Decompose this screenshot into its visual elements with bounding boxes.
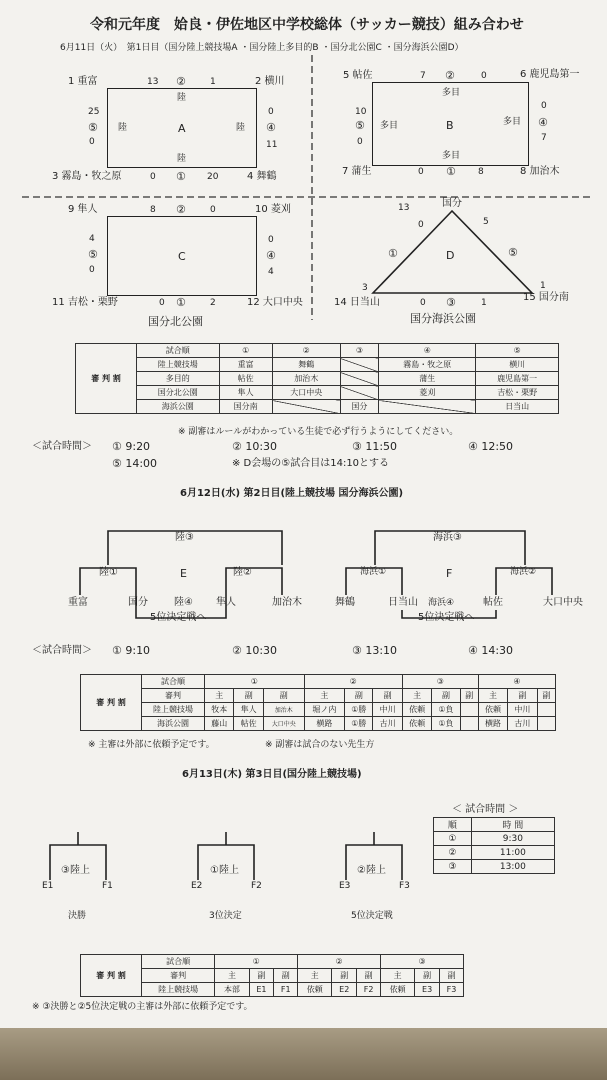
table-cell: 日当山 bbox=[476, 400, 559, 414]
match-number: ② bbox=[176, 203, 186, 216]
day1-note: ※ 副審はルールがわかっている生徒で必ず行うようにしてください。 bbox=[178, 427, 459, 437]
venue-label: 多目 bbox=[503, 117, 522, 127]
fifth-place-caption: 5位決定戦 bbox=[351, 911, 393, 921]
day2-referee-table bbox=[80, 674, 556, 731]
table-cell: ② bbox=[434, 846, 472, 860]
table-cell: 副 bbox=[373, 689, 402, 703]
day2-time-1: ① 9:10 bbox=[112, 644, 151, 657]
table-cell: 主 bbox=[402, 689, 431, 703]
score: 0 bbox=[89, 265, 95, 275]
table-cell: 蒲生 bbox=[379, 372, 476, 386]
match-number: ④ bbox=[266, 121, 276, 134]
table-cell: 中川 bbox=[373, 703, 402, 717]
fifth-place-bracket-left: E3 bbox=[339, 881, 351, 891]
match-number: ④ bbox=[538, 116, 548, 129]
table-cell: 主 bbox=[304, 689, 345, 703]
bracket-f-right-label: 海浜② bbox=[510, 567, 537, 577]
bracket-e-team: 隼人 bbox=[216, 597, 236, 608]
table-cell: 帖佐 bbox=[234, 717, 263, 731]
table-cell: 中川 bbox=[508, 703, 537, 717]
table-header: ② bbox=[304, 675, 402, 689]
table-cell: 9:30 bbox=[471, 832, 554, 846]
table-header: 時 間 bbox=[471, 818, 554, 832]
table-cell: 霧島・牧之原 bbox=[379, 358, 476, 372]
venue-label: 陸 bbox=[177, 154, 187, 164]
day3-header: 6月13日(木) 第3日目(国分陸上競技場) bbox=[182, 769, 362, 780]
score: 7 bbox=[420, 71, 426, 81]
group-d-team-15: 15 国分南 bbox=[523, 292, 569, 303]
score: 5 bbox=[483, 217, 489, 227]
bracket-f-consolation: 5位決定戦へ bbox=[418, 612, 475, 623]
day1-time-3: ③ 11:50 bbox=[352, 440, 398, 453]
match-number: ⑤ bbox=[88, 248, 98, 261]
table-cell: 副 bbox=[357, 969, 381, 983]
group-a-letter: A bbox=[178, 122, 186, 135]
match-number: ⑤ bbox=[508, 246, 518, 259]
score: 0 bbox=[210, 205, 216, 215]
table-cell: 堀ノ内 bbox=[304, 703, 345, 717]
score: 0 bbox=[357, 137, 363, 147]
table-header: ④ bbox=[379, 344, 476, 358]
table-cell: 副 bbox=[234, 689, 263, 703]
group-b-team-8: 8 加治木 bbox=[520, 166, 560, 177]
table-cell: ③ bbox=[434, 860, 472, 874]
table-cell: 陸上競技場 bbox=[142, 983, 215, 997]
table-header: ① bbox=[219, 344, 272, 358]
third-place-bracket-label: ①陸上 bbox=[210, 865, 239, 876]
group-d-team-14: 14 日当山 bbox=[334, 297, 380, 308]
day3-times-table bbox=[433, 817, 555, 874]
referee-label: 審 判 割 bbox=[76, 344, 137, 414]
group-d-top-team: 国分 bbox=[442, 198, 462, 209]
group-b-team-5: 5 帖佐 bbox=[343, 70, 373, 81]
table-cell: 依頼 bbox=[478, 703, 507, 717]
day1-time-5: ⑤ 14:00 bbox=[112, 457, 158, 470]
third-place-bracket-right: F2 bbox=[251, 881, 262, 891]
third-place-caption: 3位決定 bbox=[209, 911, 242, 921]
venue-label: 陸 bbox=[118, 123, 128, 133]
score: 4 bbox=[89, 234, 95, 244]
table-header: 試合順 bbox=[137, 344, 220, 358]
table-cell: 横路 bbox=[478, 717, 507, 731]
venue-label: 多目 bbox=[442, 88, 461, 98]
table-header: ② bbox=[272, 344, 340, 358]
table-cell: 隼人 bbox=[234, 703, 263, 717]
score: 13 bbox=[147, 77, 159, 87]
table-cell: 舞鶴 bbox=[272, 358, 340, 372]
group-c-venue: 国分北公園 bbox=[148, 315, 203, 328]
score: 25 bbox=[88, 107, 100, 117]
score: 8 bbox=[150, 205, 156, 215]
group-c-team-12: 12 大口中央 bbox=[247, 297, 303, 308]
table-cell: 副 bbox=[432, 689, 460, 703]
table-cell: 11:00 bbox=[471, 846, 554, 860]
table-cell bbox=[537, 717, 555, 731]
group-b-letter: B bbox=[446, 119, 454, 132]
score: 3 bbox=[362, 283, 368, 293]
score: 0 bbox=[420, 298, 426, 308]
table-cell bbox=[340, 358, 379, 372]
score: 2 bbox=[210, 298, 216, 308]
table-cell: 隼人 bbox=[219, 386, 272, 400]
group-c-team-11: 11 吉松・栗野 bbox=[52, 297, 118, 308]
table-cell: 副 bbox=[508, 689, 537, 703]
table-cell: 依頼 bbox=[402, 703, 431, 717]
day2-header: 6月12日(水) 第2日目(陸上競技場 国分海浜公園) bbox=[180, 488, 404, 499]
score: 0 bbox=[89, 137, 95, 147]
day1-referee-table bbox=[75, 343, 559, 414]
table-cell: 国分南 bbox=[219, 400, 272, 414]
bracket-e-consolation: 5位決定戦へ bbox=[150, 612, 207, 623]
score: 0 bbox=[418, 167, 424, 177]
table-cell: 副 bbox=[332, 969, 357, 983]
table-cell: 副 bbox=[439, 969, 463, 983]
venue-label: 多目 bbox=[442, 151, 461, 161]
table-cell: 古川 bbox=[373, 717, 402, 731]
table-cell: ①勝 bbox=[345, 717, 373, 731]
table-cell: 帖佐 bbox=[219, 372, 272, 386]
table-cell: 依頼 bbox=[402, 717, 431, 731]
table-cell: 副 bbox=[263, 689, 304, 703]
table-cell: F1 bbox=[274, 983, 298, 997]
fifth-place-bracket-right: F3 bbox=[399, 881, 410, 891]
background-floor bbox=[0, 1028, 607, 1080]
day1-time-1: ① 9:20 bbox=[112, 440, 151, 453]
table-cell: 陸上競技場 bbox=[137, 358, 220, 372]
score: 0 bbox=[268, 235, 274, 245]
score: 20 bbox=[207, 172, 219, 182]
table-cell: 大口中央 bbox=[263, 717, 304, 731]
group-c-letter: C bbox=[178, 250, 186, 263]
score: 1 bbox=[481, 298, 487, 308]
bracket-e-consolation-label: 陸④ bbox=[174, 597, 193, 608]
table-cell bbox=[537, 703, 555, 717]
bracket-f-team: 帖佐 bbox=[483, 597, 503, 608]
group-b-team-7: 7 蒲生 bbox=[342, 166, 372, 177]
score: 11 bbox=[266, 140, 278, 150]
day2-time-3: ③ 13:10 bbox=[352, 644, 398, 657]
table-header: ② bbox=[298, 955, 381, 969]
table-cell: ①負 bbox=[432, 703, 460, 717]
final-bracket-right: F1 bbox=[102, 881, 113, 891]
score: 0 bbox=[418, 220, 424, 230]
group-a-team-1: 1 重富 bbox=[68, 76, 98, 87]
bracket-e-right-label: 陸② bbox=[233, 567, 252, 578]
score: 0 bbox=[150, 172, 156, 182]
match-number: ⑤ bbox=[88, 121, 98, 134]
venue-label: 多目 bbox=[380, 121, 399, 131]
match-number: ① bbox=[446, 165, 456, 178]
table-cell bbox=[272, 400, 340, 414]
group-d-venue: 国分海浜公園 bbox=[410, 312, 476, 325]
table-cell: 審判 bbox=[142, 689, 205, 703]
table-cell: 吉松・栗野 bbox=[476, 386, 559, 400]
venue-label: 陸 bbox=[177, 93, 187, 103]
table-cell: ①勝 bbox=[345, 703, 373, 717]
table-cell: 鹿児島第一 bbox=[476, 372, 559, 386]
table-cell: F3 bbox=[439, 983, 463, 997]
table-header: ③ bbox=[402, 675, 478, 689]
day1-times-note: ※ D会場の⑤試合目は14:10とする bbox=[232, 458, 390, 469]
table-cell: 主 bbox=[205, 689, 234, 703]
match-number: ④ bbox=[266, 249, 276, 262]
table-cell: 加治木 bbox=[263, 703, 304, 717]
table-cell: 藤山 bbox=[205, 717, 234, 731]
group-a-team-2: 2 横川 bbox=[255, 76, 285, 87]
day3-referee-table bbox=[80, 954, 464, 997]
bracket-f-team: 大口中央 bbox=[543, 597, 583, 608]
table-cell bbox=[379, 400, 476, 414]
match-number: ① bbox=[176, 296, 186, 309]
group-a-team-3: 3 霧島・牧之原 bbox=[52, 171, 122, 182]
table-header: ① bbox=[215, 955, 298, 969]
day2-note-2: ※ 副審は試合のない先生方 bbox=[265, 740, 375, 750]
day1-time-4: ④ 12:50 bbox=[468, 440, 514, 453]
table-header: ① bbox=[205, 675, 305, 689]
table-cell: 副 bbox=[345, 689, 373, 703]
table-cell: ① bbox=[434, 832, 472, 846]
table-cell: 依頼 bbox=[298, 983, 332, 997]
group-c-team-10: 10 菱刈 bbox=[255, 204, 291, 215]
group-c-team-9: 9 隼人 bbox=[68, 204, 98, 215]
table-header: ⑤ bbox=[476, 344, 559, 358]
table-cell: 主 bbox=[215, 969, 249, 983]
day3-note: ※ ③決勝と②5位決定戦の主審は外部に依頼予定です。 bbox=[32, 1002, 253, 1012]
table-cell: 13:00 bbox=[471, 860, 554, 874]
day1-time-2: ② 10:30 bbox=[232, 440, 278, 453]
score: 0 bbox=[541, 101, 547, 111]
document-title: 令和元年度 姶良・伊佐地区中学校総体（サッカー競技）組み合わせ bbox=[90, 17, 524, 33]
table-cell: F2 bbox=[357, 983, 381, 997]
table-cell bbox=[460, 703, 478, 717]
bracket-e-final-label: 陸③ bbox=[175, 532, 194, 543]
table-header: ③ bbox=[340, 344, 379, 358]
bracket-f-team: 舞鶴 bbox=[335, 597, 355, 608]
score: 13 bbox=[398, 203, 410, 213]
score: 8 bbox=[478, 167, 484, 177]
match-number: ② bbox=[176, 75, 186, 88]
score: 0 bbox=[159, 298, 165, 308]
table-cell bbox=[460, 717, 478, 731]
table-cell: 主 bbox=[298, 969, 332, 983]
table-cell: 依頼 bbox=[381, 983, 415, 997]
day1-times-label: ＜試合時間＞ bbox=[32, 441, 92, 452]
day1-header: 6月11日（火） 第1日目（国分陸上競技場A ・国分陸上多目的B ・国分北公園C ・国分海浜公園D） bbox=[60, 43, 464, 53]
day3-times-title: ＜ 試合時間 ＞ bbox=[452, 804, 519, 815]
table-header: 試合順 bbox=[142, 955, 215, 969]
table-cell: 加治木 bbox=[272, 372, 340, 386]
referee-label: 審 判 割 bbox=[81, 675, 142, 731]
table-cell: 海浜公園 bbox=[142, 717, 205, 731]
table-cell: 牧本 bbox=[205, 703, 234, 717]
table-header: ③ bbox=[381, 955, 464, 969]
table-cell: 横川 bbox=[476, 358, 559, 372]
table-cell: 副 bbox=[460, 689, 478, 703]
referee-label: 審 判 割 bbox=[81, 955, 142, 997]
table-header: 順 bbox=[434, 818, 472, 832]
table-cell: 多目的 bbox=[137, 372, 220, 386]
score: 7 bbox=[541, 133, 547, 143]
table-cell: 古川 bbox=[508, 717, 537, 731]
day2-time-2: ② 10:30 bbox=[232, 644, 278, 657]
table-cell bbox=[340, 372, 379, 386]
table-cell: 国分北公園 bbox=[137, 386, 220, 400]
group-b-team-6: 6 鹿児島第一 bbox=[520, 69, 580, 80]
bracket-f-letter: F bbox=[446, 567, 453, 580]
table-cell: E1 bbox=[249, 983, 274, 997]
bracket-e-team: 国分 bbox=[128, 597, 148, 608]
bracket-f-final-label: 海浜③ bbox=[433, 532, 462, 543]
table-cell: 国分 bbox=[340, 400, 379, 414]
table-cell: 陸上競技場 bbox=[142, 703, 205, 717]
table-cell: 重富 bbox=[219, 358, 272, 372]
match-number: ⑤ bbox=[355, 119, 365, 132]
day2-time-4: ④ 14:30 bbox=[468, 644, 514, 657]
group-d-letter: D bbox=[446, 249, 455, 262]
match-number: ③ bbox=[446, 296, 456, 309]
bracket-e-team: 重富 bbox=[68, 597, 88, 608]
bracket-e-left-label: 陸① bbox=[99, 567, 118, 578]
table-cell: 副 bbox=[537, 689, 555, 703]
table-cell: 大口中央 bbox=[272, 386, 340, 400]
table-cell: ①負 bbox=[432, 717, 460, 731]
table-cell: 副 bbox=[274, 969, 298, 983]
score: 0 bbox=[268, 107, 274, 117]
bracket-e-team: 加治木 bbox=[272, 597, 302, 608]
table-header: 試合順 bbox=[142, 675, 205, 689]
table-cell: E3 bbox=[415, 983, 440, 997]
bracket-f-team: 日当山 bbox=[388, 597, 418, 608]
table-header: ④ bbox=[478, 675, 555, 689]
bracket-f-left-label: 海浜① bbox=[360, 567, 387, 577]
day2-times-label: ＜試合時間＞ bbox=[32, 645, 92, 656]
venue-label: 陸 bbox=[236, 123, 246, 133]
table-cell: 副 bbox=[415, 969, 440, 983]
third-place-bracket-left: E2 bbox=[191, 881, 203, 891]
bracket-e-letter: E bbox=[180, 567, 187, 580]
score: 0 bbox=[481, 71, 487, 81]
table-cell bbox=[340, 386, 379, 400]
table-cell: 審判 bbox=[142, 969, 215, 983]
table-cell: 副 bbox=[249, 969, 274, 983]
table-cell: E2 bbox=[332, 983, 357, 997]
score: 4 bbox=[268, 267, 274, 277]
match-number: ① bbox=[388, 247, 398, 260]
score: 1 bbox=[210, 77, 216, 87]
table-cell: 海浜公園 bbox=[137, 400, 220, 414]
match-number: ② bbox=[445, 69, 455, 82]
table-cell: 横路 bbox=[304, 717, 345, 731]
day2-note-1: ※ 主審は外部に依頼予定です。 bbox=[88, 740, 215, 750]
table-cell: 主 bbox=[478, 689, 507, 703]
table-cell: 本部 bbox=[215, 983, 249, 997]
match-number: ① bbox=[176, 170, 186, 183]
score: 10 bbox=[355, 107, 367, 117]
group-a-team-4: 4 舞鶴 bbox=[247, 171, 277, 182]
table-cell: 菱刈 bbox=[379, 386, 476, 400]
final-bracket-label: ③陸上 bbox=[61, 865, 90, 876]
bracket-f-consolation-label: 海浜④ bbox=[428, 598, 455, 608]
final-bracket-left: E1 bbox=[42, 881, 54, 891]
fifth-place-bracket-label: ②陸上 bbox=[357, 865, 386, 876]
score: 1 bbox=[540, 281, 546, 291]
table-cell: 主 bbox=[381, 969, 415, 983]
final-caption: 決勝 bbox=[68, 911, 87, 921]
